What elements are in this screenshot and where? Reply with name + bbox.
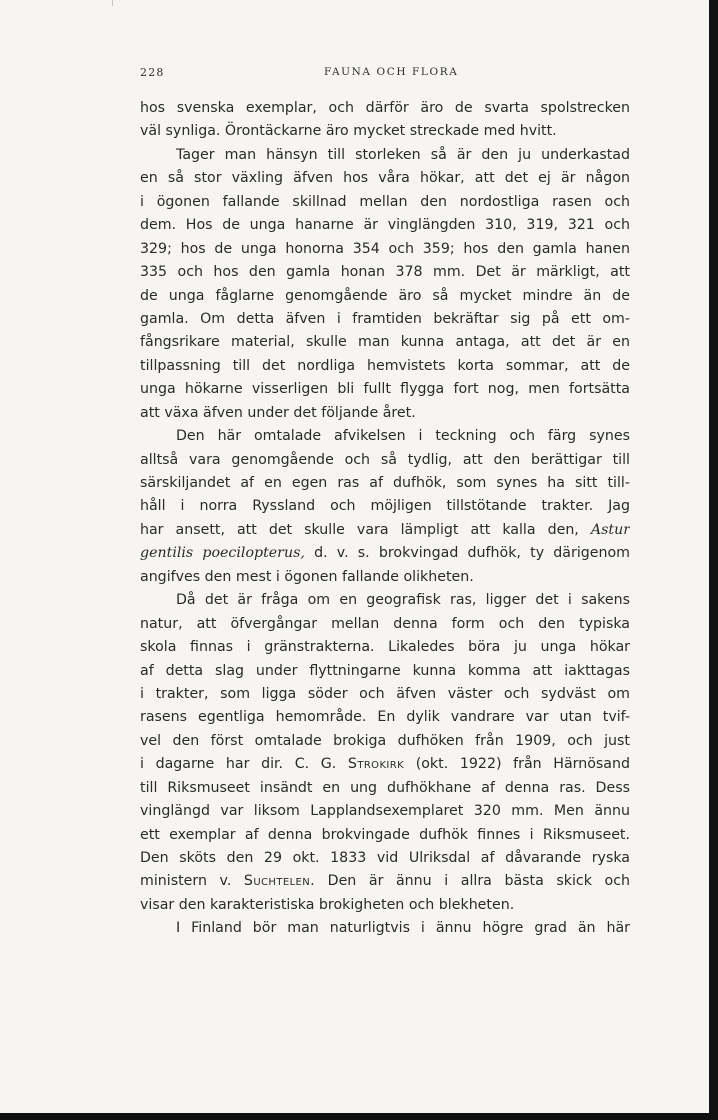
text-line: unga hökarne visserligen bli fullt flygga fort nog, men fortsätta bbox=[140, 381, 630, 398]
page-number: 228 bbox=[140, 66, 165, 79]
text-line: dem. Hos de unga hanarne är vinglängden 310, 319, 321 och bbox=[140, 217, 630, 234]
text-line: särskiljandet af en egen ras af dufhök, som synes ha sitt till- bbox=[140, 475, 630, 491]
text-line bbox=[140, 519, 630, 542]
taxon-name-species: gentilis poecilopterus, bbox=[140, 545, 305, 562]
page-edge-mark bbox=[112, 0, 113, 6]
text-line: väl synliga. Örontäckarne äro mycket streckade med hvitt. bbox=[140, 123, 557, 140]
text-run: har ansett, att det skulle vara lämpligt att kalla den, bbox=[140, 521, 591, 538]
text-line: visar den karakteristiska brokigheten och blekheten. bbox=[140, 896, 515, 913]
text-line: fångsrikare material, skulle man kunna antaga, att det är en bbox=[140, 334, 630, 351]
body-text bbox=[140, 97, 630, 941]
text-line: natur, att öfvergångar mellan denna form och den typiska bbox=[140, 615, 630, 632]
text-line: tillpassning till det nordliga hemvistets korta sommar, att de bbox=[140, 357, 630, 374]
text-line: Då det är fråga om en geografisk ras, ligger det i sakens bbox=[176, 592, 630, 609]
text-line: vel den först omtalade brokiga dufhöken från 1909, och just bbox=[140, 732, 630, 749]
taxon-name-genus: Astur bbox=[590, 521, 630, 538]
person-name: Strokirk bbox=[347, 756, 405, 773]
text-line: Den här omtalade afvikelsen i teckning och färg synes bbox=[176, 428, 630, 445]
text-line: 329; hos de unga honorna 354 och 359; hos den gamla hanen bbox=[140, 240, 630, 257]
text-line: de unga fåglarne genomgående äro så mycket mindre än de bbox=[140, 287, 630, 304]
text-run: ministern v. bbox=[140, 873, 244, 890]
text-line: I Finland bör man naturligtvis i ännu högre grad än här bbox=[176, 920, 630, 937]
text-line: till Riksmuseet insändt en ung dufhökhane af denna ras. Dess bbox=[140, 779, 630, 796]
text-line: håll i norra Ryssland och möjligen tillstötande trakter. Jag bbox=[140, 498, 630, 515]
text-run: d. v. s. brokvingad dufhök, ty därigenom bbox=[304, 545, 630, 562]
text-line bbox=[140, 870, 630, 893]
person-name: Suchtelen. bbox=[243, 873, 316, 890]
text-line: en så stor växling äfven hos våra hökar, att det ej är någon bbox=[140, 170, 630, 187]
text-line: af detta slag under flyttningarne kunna komma att iakttagas bbox=[140, 662, 630, 679]
text-line: rasens egentliga hemområde. En dylik vandrare var utan tvif- bbox=[140, 709, 630, 726]
text-line bbox=[140, 542, 630, 565]
text-line: Tager man hänsyn till storleken så är den ju underkastad bbox=[176, 146, 630, 163]
text-run: i dagarne har dir. C. G. bbox=[140, 756, 348, 773]
running-title: FAUNA OCH FLORA bbox=[324, 66, 459, 78]
text-line: angifves den mest i ögonen fallande olikheten. bbox=[140, 568, 474, 585]
running-head bbox=[140, 66, 630, 86]
text-line: i trakter, som ligga söder och äfven väster och sydväst om bbox=[140, 685, 630, 702]
text-line: gamla. Om detta äfven i framtiden bekräftar sig på ett om- bbox=[140, 310, 630, 327]
text-line: i ögonen fallande skillnad mellan den nordostliga rasen och bbox=[140, 193, 630, 210]
text-line: skola finnas i gränstrakterna. Likaledes böra ju unga hökar bbox=[140, 639, 630, 656]
text-line: vinglängd var liksom Lapplandsexemplaret 320 mm. Men ännu bbox=[140, 803, 630, 820]
text-line: att växa äfven under det följande året. bbox=[140, 404, 416, 421]
text-run: Den är ännu i allra bästa skick och bbox=[315, 873, 630, 890]
text-line: 335 och hos den gamla honan 378 mm. Det är märkligt, att bbox=[140, 264, 630, 281]
text-run: (okt. 1922) från Härnösand bbox=[404, 756, 630, 773]
text-line bbox=[140, 753, 630, 776]
text-line: hos svenska exemplar, och därför äro de svarta spolstrecken bbox=[140, 100, 630, 116]
text-line: ett exemplar af denna brokvingade dufhök finnes i Riksmuseet. bbox=[140, 826, 630, 843]
text-line: alltså vara genomgående och så tydlig, att den berättigar till bbox=[140, 451, 630, 468]
text-line: Den sköts den 29 okt. 1833 vid Ulriksdal af dåvarande ryska bbox=[140, 850, 630, 866]
